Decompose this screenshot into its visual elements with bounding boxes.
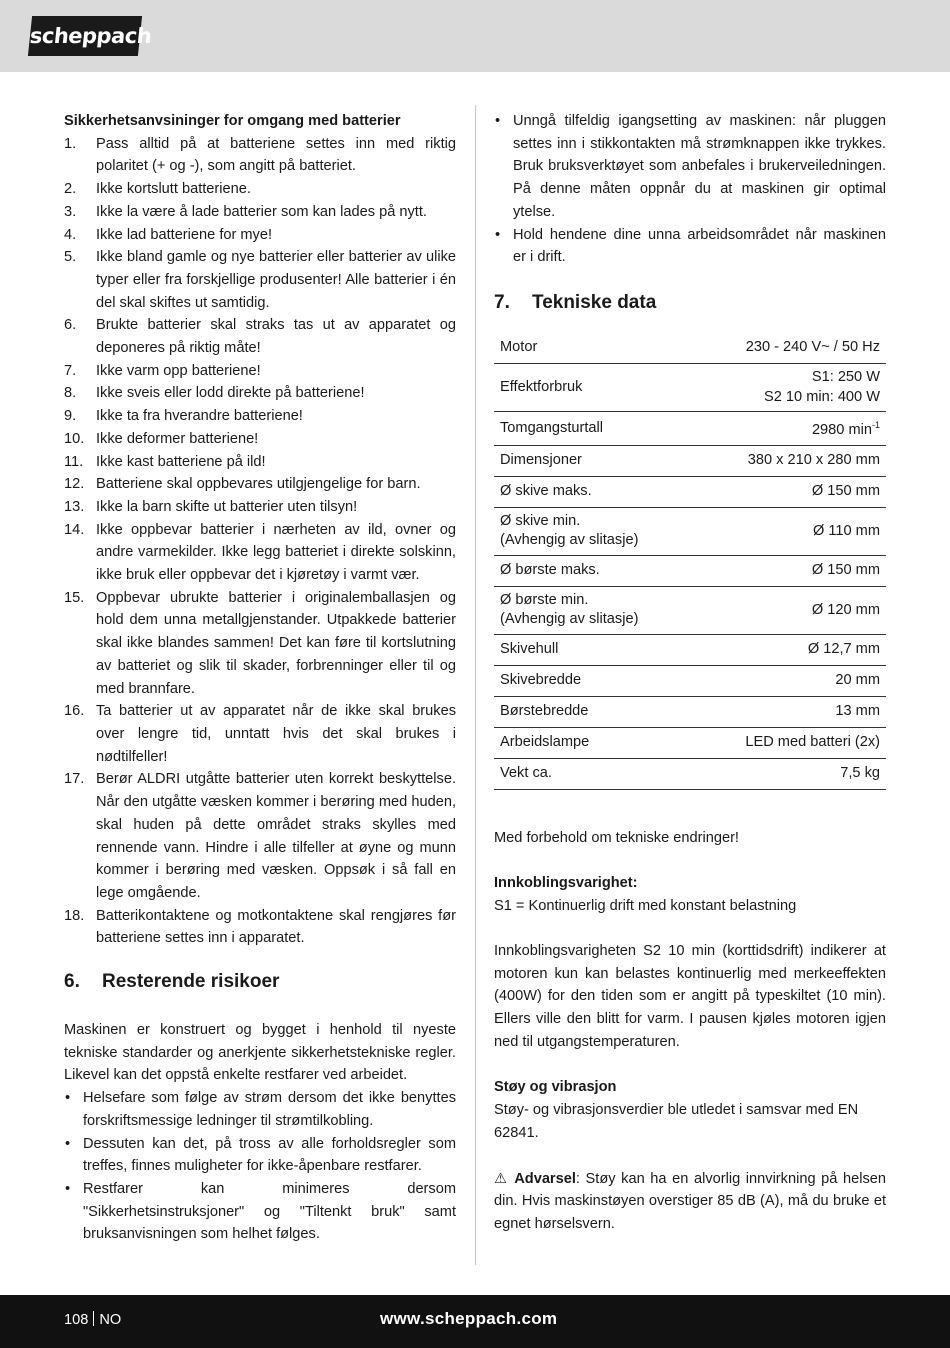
spec-value-line xyxy=(699,671,881,691)
section-title: Tekniske data xyxy=(532,291,657,313)
spec-value-text: 20 mm xyxy=(835,672,880,689)
residual-risk-item xyxy=(64,1087,456,1132)
spec-label xyxy=(494,445,693,476)
duty-cycle-s1: S1 = Kontinuerlig drift med konstant belastning xyxy=(494,898,797,915)
item-text: Oppbevar ubrukte batterier i originalemballasjen og hold dem unna metallgjenstander. Utpakkede batterier skal ikke blandes sammen! Det kan føre til kortslutning av batteriet og slik til skader, forbrenninger eller til og med brannfare. xyxy=(96,589,456,697)
residual-risk-item xyxy=(64,1133,456,1178)
spec-label-note: (Avhengig av slitasje) xyxy=(500,611,639,628)
spec-value-line xyxy=(699,451,881,471)
spec-value-text: Ø 12,7 mm xyxy=(807,641,880,658)
item-number: 6. xyxy=(64,317,77,334)
item-text: Ikke sveis eller lodd direkte på batteriene! xyxy=(96,385,365,402)
noise-warning xyxy=(494,1168,886,1236)
battery-safety-item xyxy=(64,451,456,474)
spec-label-text: Effektforbruk xyxy=(500,379,583,396)
noise-vibration-title: Støy og vibrasjon xyxy=(494,1079,617,1096)
spec-row xyxy=(494,445,886,476)
item-number: 16. xyxy=(64,703,85,720)
spec-row xyxy=(494,586,886,634)
item-text: Ikke oppbevar batterier i nærheten av ild, ovner og andre varmekilder. Ikke legg batteriet i direkte solskinn, ikke bruk eller oppbevar det i kjøretøy i varmt vær. xyxy=(96,521,456,584)
item-text: Batterikontaktene og motkontaktene skal rengjøres før batteriene settes inn i apparatet. xyxy=(96,907,456,947)
item-text: Ikke kortslutt batteriene. xyxy=(96,181,251,198)
battery-safety-title: Sikkerhetsanvsininger for omgang med batterier xyxy=(64,113,401,129)
item-text: Berør ALDRI utgåtte batterier uten korrekt beskyttelse. Når den utgåtte væsken kommer i berøring med huden, skal huden på dette området straks skylles med rennende vann. Hindre i alle tilfeller at øyne og munn kommer i berøring med væsken. Oppsøk i så fall en lege omgående. xyxy=(96,771,456,901)
item-number: 15. xyxy=(64,589,85,606)
spec-label-text: Vekt ca. xyxy=(500,765,552,782)
spec-value-line xyxy=(699,416,881,440)
spec-value-text: Ø 150 mm xyxy=(811,562,880,579)
spec-label-text: Ø skive maks. xyxy=(500,483,592,500)
page-number: 108 xyxy=(64,1312,89,1328)
website-url: www.scheppach.com xyxy=(380,1309,558,1328)
battery-safety-item xyxy=(64,473,456,496)
item-text: Ikke la være å lade batterier som kan lades på nytt. xyxy=(96,203,427,220)
spec-row xyxy=(494,333,886,364)
battery-safety-item xyxy=(64,133,456,178)
spec-value-text: 7,5 kg xyxy=(840,765,880,782)
scheppach-logo: scheppach xyxy=(28,16,142,56)
spec-label-text: Motor xyxy=(500,339,538,356)
battery-safety-item xyxy=(64,314,456,359)
spec-value xyxy=(693,364,887,412)
battery-safety-item xyxy=(64,428,456,451)
bullet-icon: • xyxy=(65,1090,71,1107)
item-number: 1. xyxy=(64,135,77,152)
battery-safety-item xyxy=(64,360,456,383)
spec-label-text: Børstebredde xyxy=(500,703,589,720)
spec-label-text: Ø børste maks. xyxy=(500,562,600,579)
battery-safety-item xyxy=(64,382,456,405)
spec-row xyxy=(494,665,886,696)
spec-label xyxy=(494,555,693,586)
spec-value-line xyxy=(699,733,881,753)
spec-label-text: Arbeidslampe xyxy=(500,734,590,751)
spec-row xyxy=(494,476,886,507)
item-text: Ikke bland gamle og nye batterier eller batterier av ulike typer eller fra forskjellige produsenter! Alle batterier i én del skal skiftes ut samtidig. xyxy=(96,249,456,311)
spec-value-line xyxy=(699,338,881,358)
spec-label xyxy=(494,412,693,445)
section-title: Resterende risikoer xyxy=(102,971,280,993)
item-number: 12. xyxy=(64,476,85,493)
warning-text: : Støy kan ha en alvorlig innvirkning på helsen din. Hvis maskinstøyen overstiger 85 dB (A), må du bruke et egnet hørselsvern. xyxy=(494,1170,886,1232)
spec-label xyxy=(494,665,693,696)
spec-row xyxy=(494,727,886,758)
spec-label xyxy=(494,634,693,665)
spec-value xyxy=(693,476,887,507)
spec-value-line xyxy=(699,640,881,660)
bullet-text: Restfarer kan minimeres dersom "Sikkerhetsinstruksjoner" og "Tiltenkt bruk" samt bruksanvisningen som helhet følges. xyxy=(83,1180,456,1243)
item-number: 17. xyxy=(64,771,85,788)
spec-value-text: 380 x 210 x 280 mm xyxy=(747,452,880,469)
duty-cycle-title: Innkoblingsvarighet: xyxy=(494,875,638,892)
battery-safety-item xyxy=(64,246,456,314)
left-column xyxy=(64,110,456,1246)
item-text: Ta batterier ut av apparatet når de ikke skal brukes over lengre tid, unntatt hvis det skal brukes i nødtilfeller! xyxy=(96,703,456,765)
spec-label-note: (Avhengig av slitasje) xyxy=(500,532,639,549)
battery-safety-item xyxy=(64,201,456,224)
spec-label-text: Ø børste min. xyxy=(500,591,589,608)
spec-value-text: 2980 min xyxy=(811,422,872,439)
item-number: 3. xyxy=(64,203,77,220)
item-number: 8. xyxy=(64,385,77,402)
duty-cycle-s2: Innkoblingsvarigheten S2 10 min (korttidsdrift) indikerer at motoren kun kan belastes kontinuerlig med merkeeffekten (400W) for den tiden som er angitt på typeskiltet (10 min). Ellers ville den blitt for varm. I pausen kjøles motoren igjen ned til utgangstemperaturen. xyxy=(494,942,886,1050)
page-header xyxy=(0,0,950,72)
item-text: Ikke deformer batteriene! xyxy=(96,430,259,447)
item-number: 14. xyxy=(64,521,85,538)
item-number: 7. xyxy=(64,362,77,379)
operation-bullet-list xyxy=(494,110,886,269)
spec-label-text: Skivehull xyxy=(500,641,559,658)
spec-value-exponent: -1 xyxy=(871,420,880,431)
item-number: 10. xyxy=(64,430,85,447)
section-number: 7. xyxy=(494,291,510,313)
bullet-icon: • xyxy=(65,1135,71,1152)
battery-safety-item xyxy=(64,224,456,247)
item-number: 2. xyxy=(64,181,77,198)
item-text: Ikke varm opp batteriene! xyxy=(96,362,261,379)
battery-safety-item xyxy=(64,178,456,201)
section-7-heading xyxy=(494,291,886,315)
spec-value xyxy=(693,555,887,586)
spec-row xyxy=(494,364,886,412)
item-text: Brukte batterier skal straks tas ut av apparatet og deponeres på riktig måte! xyxy=(96,317,456,357)
residual-risk-list xyxy=(64,1087,456,1246)
item-number: 5. xyxy=(64,249,77,266)
spec-label xyxy=(494,507,693,555)
spec-label-text: Ø skive min. xyxy=(500,512,581,529)
battery-safety-list xyxy=(64,133,456,950)
spec-label xyxy=(494,333,693,364)
spec-value-line xyxy=(699,702,881,722)
battery-safety-item xyxy=(64,405,456,428)
bullet-text: Hold hendene dine unna arbeidsområdet når maskinen er i drift. xyxy=(513,226,886,266)
spec-row xyxy=(494,696,886,727)
item-text: Pass alltid på at batteriene settes inn med riktig polaritet (+ og -), som angitt på batteriet. xyxy=(96,135,456,175)
bullet-text: Unngå tilfeldig igangsetting av maskinen: når pluggen settes inn i stikkontakten må strømknappen ikke trykkes. Bruk bruksverktøyet som anbefales i brukerveiledningen. På denne måten oppnår du at maskinen gir optimal ytelse. xyxy=(513,113,886,220)
spec-value-line xyxy=(699,764,881,784)
battery-safety-item xyxy=(64,496,456,519)
spec-value xyxy=(693,758,887,789)
spec-row xyxy=(494,507,886,555)
spec-value-text: S1: 250 W xyxy=(811,369,880,386)
battery-safety-item xyxy=(64,700,456,768)
spec-value xyxy=(693,634,887,665)
residual-risk-item xyxy=(64,1178,456,1246)
item-text: Ikke ta fra hverandre batteriene! xyxy=(96,408,303,425)
spec-value-line xyxy=(699,561,881,581)
spec-value xyxy=(693,727,887,758)
item-number: 18. xyxy=(64,907,85,924)
spec-label-text: Skivebredde xyxy=(500,672,582,689)
warning-label: Advarsel xyxy=(514,1170,576,1187)
spec-label-text: Dimensjoner xyxy=(500,452,582,469)
page-footer xyxy=(0,1295,950,1348)
spec-value xyxy=(693,665,887,696)
item-number: 13. xyxy=(64,498,85,515)
spec-value xyxy=(693,445,887,476)
spec-value-line xyxy=(699,601,881,621)
language-code: NO xyxy=(99,1312,122,1328)
bullet-icon: • xyxy=(495,226,501,243)
spec-value-line xyxy=(699,482,881,502)
item-text: Ikke lad batteriene for mye! xyxy=(96,226,273,243)
spec-value-line xyxy=(699,368,881,388)
technical-data-table xyxy=(494,333,886,790)
column-divider xyxy=(475,105,476,1265)
operation-bullet-item xyxy=(494,110,886,224)
spec-value-line xyxy=(699,522,881,542)
spec-value-text: 230 - 240 V~ / 50 Hz xyxy=(745,339,880,356)
spec-value-text: Ø 150 mm xyxy=(811,483,880,500)
spec-row xyxy=(494,555,886,586)
spec-value xyxy=(693,586,887,634)
spec-value-line2: S2 10 min: 400 W xyxy=(764,388,880,405)
footer-separator xyxy=(93,1311,94,1326)
noise-vibration-text: Støy- og vibrasjonsverdier ble utledet i samsvar med EN 62841. xyxy=(494,1102,859,1141)
spec-value-text: Ø 120 mm xyxy=(811,601,880,618)
item-text: Ikke la barn skifte ut batterier uten tilsyn! xyxy=(96,498,358,515)
spec-label xyxy=(494,364,693,412)
spec-value-text: 13 mm xyxy=(835,703,880,720)
item-text: Batteriene skal oppbevares utilgjengelige for barn. xyxy=(96,476,421,493)
battery-safety-item xyxy=(64,768,456,904)
spec-label xyxy=(494,758,693,789)
residual-risk-intro: Maskinen er konstruert og bygget i henhold til nyeste tekniske standarder og anerkjente sikkerhetstekniske regler. Likevel kan det oppstå enkelte restfarer ved arbeidet. xyxy=(64,1022,456,1084)
spec-row xyxy=(494,758,886,789)
page-number-lang xyxy=(64,1311,121,1328)
spec-value-text: LED med batteri (2x) xyxy=(745,734,880,751)
item-number: 9. xyxy=(64,408,77,425)
spec-label xyxy=(494,476,693,507)
technical-changes-note: Med forbehold om tekniske endringer! xyxy=(494,829,739,846)
item-text: Ikke kast batteriene på ild! xyxy=(96,453,266,470)
spec-label xyxy=(494,727,693,758)
spec-value xyxy=(693,412,887,445)
spec-value xyxy=(693,333,887,364)
bullet-text: Helsefare som følge av strøm dersom det ikke benyttes forskriftsmessige ledninger til strømtilkobling. xyxy=(83,1090,456,1129)
spec-label-text: Tomgangsturtall xyxy=(500,419,604,436)
section-6-heading xyxy=(64,970,456,994)
spec-value-text: Ø 110 mm xyxy=(812,522,880,539)
warning-triangle-icon: ⚠ xyxy=(494,1170,509,1187)
bullet-icon: • xyxy=(65,1180,71,1197)
spec-value xyxy=(693,696,887,727)
item-number: 11. xyxy=(64,453,84,470)
spec-label xyxy=(494,586,693,634)
operation-bullet-item xyxy=(494,224,886,269)
battery-safety-item xyxy=(64,905,456,950)
right-column xyxy=(494,110,886,1236)
item-number: 4. xyxy=(64,226,77,243)
bullet-text: Dessuten kan det, på tross av alle forholdsregler som treffes, finnes muligheter for ikke-åpenbare restfarer. xyxy=(83,1135,456,1175)
battery-safety-item xyxy=(64,519,456,587)
spec-value xyxy=(693,507,887,555)
spec-label xyxy=(494,696,693,727)
battery-safety-item xyxy=(64,587,456,701)
section-number: 6. xyxy=(64,971,80,993)
bullet-icon: • xyxy=(495,113,501,129)
spec-row xyxy=(494,412,886,445)
spec-row xyxy=(494,634,886,665)
